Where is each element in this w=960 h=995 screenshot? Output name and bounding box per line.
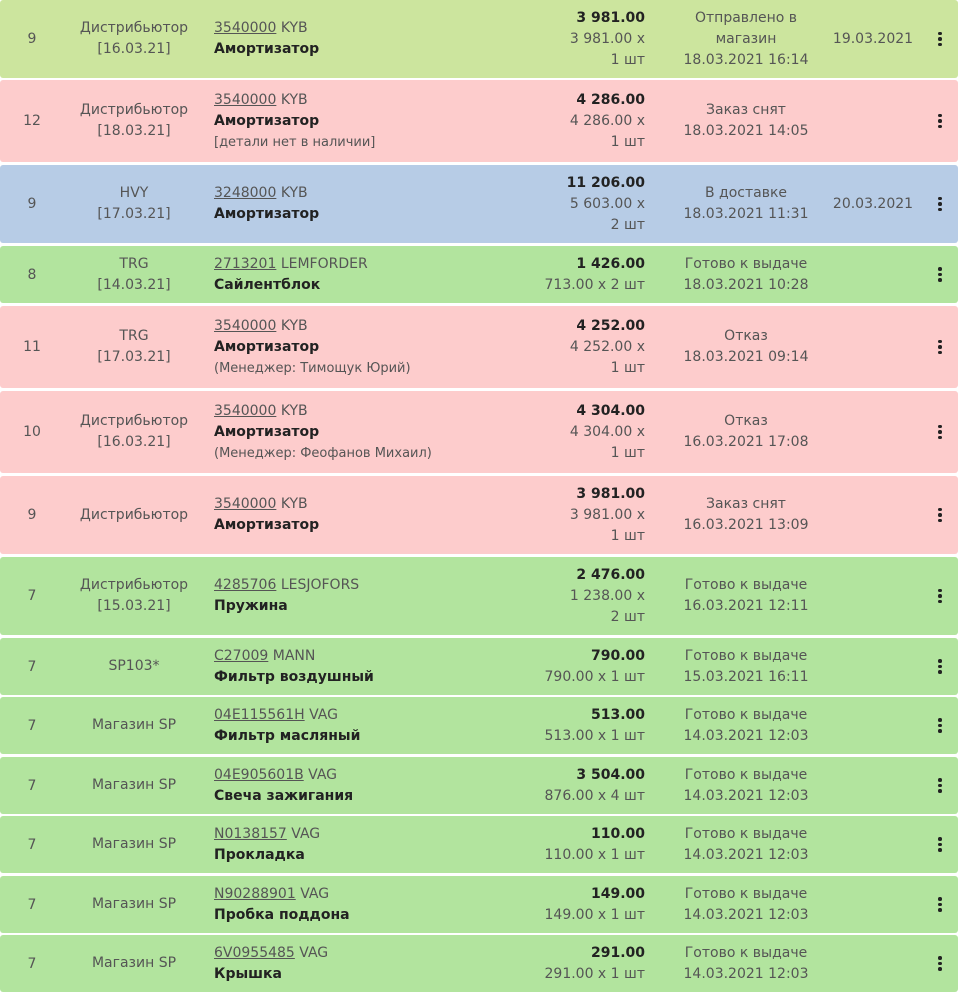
unit-price: 790.00 x 1 шт xyxy=(544,668,645,685)
unit-price: 4 252.00 x xyxy=(569,338,645,355)
price-cell xyxy=(520,246,645,303)
kebab-vertical-icon[interactable] xyxy=(932,774,948,797)
part-number-link[interactable]: 04E905601B xyxy=(214,766,304,783)
status-cell xyxy=(668,638,824,695)
supplier-date: [17.03.21] xyxy=(97,206,171,222)
supplier-date: [17.03.21] xyxy=(97,349,171,365)
order-row[interactable] xyxy=(0,816,958,873)
status-cell xyxy=(668,816,824,873)
unit-price: 1 238.00 x xyxy=(569,587,645,604)
delivery-date xyxy=(826,80,920,162)
row-actions xyxy=(922,306,958,388)
row-actions xyxy=(922,697,958,754)
days-count: 9 xyxy=(27,31,37,47)
total-price: 110.00 xyxy=(590,825,645,842)
supplier-name: Магазин SP xyxy=(91,777,177,793)
part-description: Амортизатор xyxy=(214,517,320,533)
part-brand: KYB xyxy=(280,496,308,512)
part-number-link[interactable]: 3540000 xyxy=(214,402,277,419)
total-price: 291.00 xyxy=(590,944,645,961)
supplier-name: Дистрибьютор xyxy=(79,20,189,36)
part-brand: VAG xyxy=(291,825,321,842)
status-time: 18.03.2021 10:28 xyxy=(683,276,809,293)
part-description: Крышка xyxy=(214,965,282,982)
order-row[interactable] xyxy=(0,0,958,78)
supplier-date: [14.03.21] xyxy=(97,276,171,293)
price-cell xyxy=(520,165,645,243)
days-count: 9 xyxy=(27,196,37,212)
status-cell xyxy=(668,876,824,933)
status-time: 18.03.2021 14:05 xyxy=(683,123,809,139)
order-row[interactable] xyxy=(0,306,958,388)
kebab-vertical-icon[interactable] xyxy=(932,893,948,916)
supplier-cell xyxy=(66,557,202,635)
supplier-cell xyxy=(66,638,202,695)
kebab-vertical-icon[interactable] xyxy=(932,28,948,51)
delivery-date: 19.03.2021 xyxy=(832,31,914,47)
kebab-vertical-icon[interactable] xyxy=(932,952,948,975)
total-price: 3 504.00 xyxy=(576,766,645,783)
supplier-cell xyxy=(66,0,202,78)
price-cell xyxy=(520,638,645,695)
status-text: Готово к выдаче xyxy=(684,885,808,902)
delivery-date xyxy=(826,391,920,473)
part-description: Сайлентблок xyxy=(214,276,321,293)
total-price: 4 286.00 xyxy=(576,91,645,108)
days-count: 11 xyxy=(23,339,41,355)
status-cell xyxy=(668,935,824,992)
part-brand: VAG xyxy=(300,885,330,902)
part-description: Амортизатор xyxy=(214,338,320,355)
unit-price: 291.00 x 1 шт xyxy=(544,965,645,982)
supplier-name: Магазин SP xyxy=(91,717,177,733)
order-row[interactable] xyxy=(0,165,958,243)
status-cell xyxy=(668,0,824,78)
total-price: 513.00 xyxy=(590,706,645,723)
part-brand: KYB xyxy=(280,317,308,334)
part-cell xyxy=(214,557,534,635)
delivery-date xyxy=(826,816,920,873)
part-description: Амортизатор xyxy=(214,112,320,129)
part-cell xyxy=(214,80,534,162)
part-number-link[interactable]: C27009 xyxy=(214,647,269,664)
part-brand: VAG xyxy=(299,944,329,961)
order-row[interactable] xyxy=(0,557,958,635)
days-count: 7 xyxy=(27,836,37,853)
order-note: (Менеджер: Феофанов Михаил) xyxy=(214,445,432,461)
supplier-cell xyxy=(66,80,202,162)
row-actions xyxy=(922,816,958,873)
status-cell xyxy=(668,80,824,162)
part-cell xyxy=(214,757,534,814)
status-cell xyxy=(668,306,824,388)
part-number-link[interactable]: 2713201 xyxy=(214,255,277,272)
supplier-cell xyxy=(66,165,202,243)
part-cell xyxy=(214,246,534,303)
status-cell xyxy=(668,757,824,814)
part-description: Амортизатор xyxy=(214,206,320,222)
delivery-date xyxy=(826,246,920,303)
part-description: Фильтр воздушный xyxy=(214,668,374,685)
days-count: 12 xyxy=(23,113,41,129)
days-count: 7 xyxy=(27,658,37,675)
kebab-vertical-icon[interactable] xyxy=(932,193,948,216)
status-time: 16.03.2021 13:09 xyxy=(683,517,809,533)
days-count: 7 xyxy=(27,717,37,734)
status-text: Заказ снят xyxy=(706,102,786,118)
price-cell xyxy=(520,80,645,162)
status-time: 14.03.2021 12:03 xyxy=(683,727,809,744)
part-cell xyxy=(214,935,534,992)
supplier-cell xyxy=(66,757,202,814)
unit-price: 876.00 x 4 шт xyxy=(544,787,645,804)
part-brand: VAG xyxy=(309,706,338,723)
part-cell xyxy=(214,476,534,554)
total-price: 3 981.00 xyxy=(576,485,645,502)
part-description: Фильтр масляный xyxy=(214,727,361,744)
row-actions xyxy=(922,557,958,635)
part-number-link[interactable]: 3540000 xyxy=(214,20,277,36)
quantity: 1 шт xyxy=(610,133,645,150)
order-row[interactable] xyxy=(0,876,958,933)
status-time: 16.03.2021 17:08 xyxy=(683,434,809,450)
part-number-link[interactable]: 6V0955485 xyxy=(214,944,295,961)
delivery-date xyxy=(826,935,920,992)
price-cell xyxy=(520,697,645,754)
part-description: Амортизатор xyxy=(214,423,320,440)
status-text: Готово к выдаче xyxy=(684,255,808,272)
part-description: Свеча зажигания xyxy=(214,787,354,804)
status-text: Отказ xyxy=(724,328,768,344)
row-actions xyxy=(922,80,958,162)
unit-price: 5 603.00 x xyxy=(569,195,645,212)
status-cell xyxy=(668,557,824,635)
kebab-vertical-icon[interactable] xyxy=(932,336,948,359)
part-brand: VAG xyxy=(308,766,338,783)
quantity: 1 шт xyxy=(610,359,645,376)
part-cell xyxy=(214,391,534,473)
row-actions xyxy=(922,638,958,695)
total-price: 4 252.00 xyxy=(576,317,645,334)
days-count: 8 xyxy=(27,266,37,283)
order-row[interactable] xyxy=(0,246,958,303)
total-price: 11 206.00 xyxy=(566,174,645,191)
quantity: 2 шт xyxy=(610,216,645,233)
days-count: 10 xyxy=(23,424,41,440)
part-description: Прокладка xyxy=(214,846,305,863)
part-description: Пробка поддона xyxy=(214,906,350,923)
supplier-cell xyxy=(66,697,202,754)
price-cell xyxy=(520,935,645,992)
status-text: В доставке xyxy=(704,185,788,201)
part-number-link[interactable]: N0138157 xyxy=(214,825,287,842)
row-actions xyxy=(922,0,958,78)
supplier-name: HVY xyxy=(119,185,149,201)
unit-price: 149.00 x 1 шт xyxy=(544,906,645,923)
days-count: 7 xyxy=(27,955,37,972)
order-row[interactable] xyxy=(0,476,958,554)
price-cell xyxy=(520,306,645,388)
price-cell xyxy=(520,391,645,473)
status-time: 14.03.2021 12:03 xyxy=(683,906,809,923)
status-cell xyxy=(668,697,824,754)
order-row[interactable] xyxy=(0,935,958,992)
supplier-name: Дистрибьютор xyxy=(79,577,189,593)
part-cell xyxy=(214,697,534,754)
delivery-date xyxy=(826,876,920,933)
row-actions xyxy=(922,935,958,992)
status-time: 14.03.2021 12:03 xyxy=(683,787,809,804)
unit-price: 3 981.00 x xyxy=(569,506,645,523)
part-number-link[interactable]: 3540000 xyxy=(214,496,277,512)
row-actions xyxy=(922,165,958,243)
price-cell xyxy=(520,0,645,78)
unit-price: 4 286.00 x xyxy=(569,112,645,129)
kebab-vertical-icon[interactable] xyxy=(932,110,948,133)
supplier-name: Дистрибьютор xyxy=(79,506,189,523)
status-cell xyxy=(668,165,824,243)
supplier-cell xyxy=(66,476,202,554)
supplier-cell xyxy=(66,935,202,992)
delivery-date xyxy=(826,306,920,388)
unit-price: 513.00 x 1 шт xyxy=(544,727,645,744)
part-description: Амортизатор xyxy=(214,41,320,57)
part-number-link[interactable]: 4285706 xyxy=(214,577,277,593)
days-count: 9 xyxy=(27,507,37,523)
unit-price: 713.00 x 2 шт xyxy=(544,276,645,293)
kebab-vertical-icon[interactable] xyxy=(932,421,948,444)
kebab-vertical-icon[interactable] xyxy=(932,585,948,608)
part-number-link[interactable]: 04E115561H xyxy=(214,706,305,723)
unit-price: 3 981.00 x xyxy=(569,30,645,47)
total-price: 4 304.00 xyxy=(576,402,645,419)
part-cell xyxy=(214,0,534,78)
price-cell xyxy=(520,557,645,635)
supplier-name: Магазин SP xyxy=(91,896,177,912)
status-text: Заказ снят xyxy=(706,496,786,512)
status-time: 15.03.2021 16:11 xyxy=(683,668,809,685)
row-actions xyxy=(922,246,958,303)
supplier-name: SP103* xyxy=(108,658,160,674)
delivery-date xyxy=(826,476,920,554)
part-description: Пружина xyxy=(214,598,288,614)
total-price: 3 981.00 xyxy=(576,9,645,26)
status-text: Готово к выдаче xyxy=(684,577,808,593)
unit-price: 4 304.00 x xyxy=(569,423,645,440)
supplier-name: TRG xyxy=(119,328,149,344)
total-price: 2 476.00 xyxy=(576,566,645,583)
order-row[interactable] xyxy=(0,391,958,473)
supplier-cell xyxy=(66,246,202,303)
unit-price: 110.00 x 1 шт xyxy=(544,846,645,863)
supplier-date: [16.03.21] xyxy=(97,41,171,57)
status-time: 18.03.2021 11:31 xyxy=(683,206,809,222)
supplier-date: [15.03.21] xyxy=(97,598,171,614)
quantity: 2 шт xyxy=(610,608,645,625)
part-number-link[interactable]: N90288901 xyxy=(214,885,296,902)
status-time: 14.03.2021 12:03 xyxy=(683,846,809,863)
order-note: (Менеджер: Тимощук Юрий) xyxy=(214,360,411,376)
status-cell xyxy=(668,391,824,473)
part-cell xyxy=(214,876,534,933)
supplier-name: TRG xyxy=(119,255,149,272)
supplier-cell xyxy=(66,876,202,933)
part-cell xyxy=(214,306,534,388)
quantity: 1 шт xyxy=(610,51,645,68)
order-row[interactable] xyxy=(0,757,958,814)
part-brand: LESJOFORS xyxy=(280,577,360,593)
part-number-link[interactable]: 3540000 xyxy=(214,91,277,108)
order-row[interactable] xyxy=(0,697,958,754)
supplier-name: Магазин SP xyxy=(91,955,177,971)
part-brand: KYB xyxy=(280,402,308,419)
part-brand: LEMFORDER xyxy=(280,255,368,272)
total-price: 149.00 xyxy=(590,885,645,902)
status-text: Отказ xyxy=(724,413,768,429)
part-brand: KYB xyxy=(280,91,308,108)
delivery-date: 20.03.2021 xyxy=(832,196,914,212)
price-cell xyxy=(520,876,645,933)
order-note: [детали нет в наличии] xyxy=(214,134,376,150)
kebab-vertical-icon[interactable] xyxy=(932,714,948,737)
days-count: 7 xyxy=(27,588,37,604)
days-count: 7 xyxy=(27,777,37,794)
delivery-date xyxy=(826,557,920,635)
supplier-cell xyxy=(66,816,202,873)
supplier-cell xyxy=(66,306,202,388)
kebab-vertical-icon[interactable] xyxy=(932,655,948,678)
status-cell xyxy=(668,246,824,303)
row-actions xyxy=(922,876,958,933)
part-cell xyxy=(214,165,534,243)
status-time: 18.03.2021 16:14 xyxy=(683,51,809,68)
status-text: Готово к выдаче xyxy=(684,766,808,783)
part-number-link[interactable]: 3248000 xyxy=(214,185,277,201)
supplier-name: Магазин SP xyxy=(91,836,177,852)
price-cell xyxy=(520,476,645,554)
status-text: Отправлено в магазин xyxy=(694,9,798,47)
part-brand: KYB xyxy=(280,20,308,36)
kebab-vertical-icon[interactable] xyxy=(932,833,948,856)
quantity: 1 шт xyxy=(610,527,645,544)
total-price: 790.00 xyxy=(590,647,645,664)
status-text: Готово к выдаче xyxy=(684,706,808,723)
status-text: Готово к выдаче xyxy=(684,944,808,961)
status-text: Готово к выдаче xyxy=(684,825,808,842)
quantity: 1 шт xyxy=(610,444,645,461)
supplier-date: [16.03.21] xyxy=(97,434,171,450)
part-brand: MANN xyxy=(272,647,316,664)
supplier-name: Дистрибьютор xyxy=(79,413,189,429)
days-count: 7 xyxy=(27,896,37,913)
status-time: 18.03.2021 09:14 xyxy=(683,349,809,365)
order-row[interactable] xyxy=(0,638,958,695)
delivery-date xyxy=(826,697,920,754)
price-cell xyxy=(520,757,645,814)
price-cell xyxy=(520,816,645,873)
total-price: 1 426.00 xyxy=(576,255,645,272)
row-actions xyxy=(922,391,958,473)
part-cell xyxy=(214,816,534,873)
row-actions xyxy=(922,476,958,554)
row-actions xyxy=(922,757,958,814)
part-brand: KYB xyxy=(280,185,308,201)
order-row[interactable] xyxy=(0,80,958,162)
kebab-vertical-icon[interactable] xyxy=(932,263,948,286)
supplier-cell xyxy=(66,391,202,473)
part-cell xyxy=(214,638,534,695)
supplier-name: Дистрибьютор xyxy=(79,102,189,118)
status-text: Готово к выдаче xyxy=(684,647,808,664)
part-number-link[interactable]: 3540000 xyxy=(214,317,277,334)
status-time: 14.03.2021 12:03 xyxy=(683,965,809,982)
status-time: 16.03.2021 12:11 xyxy=(683,598,809,614)
status-cell xyxy=(668,476,824,554)
supplier-date: [18.03.21] xyxy=(97,123,171,139)
delivery-date xyxy=(826,757,920,814)
kebab-vertical-icon[interactable] xyxy=(932,504,948,527)
delivery-date xyxy=(826,638,920,695)
